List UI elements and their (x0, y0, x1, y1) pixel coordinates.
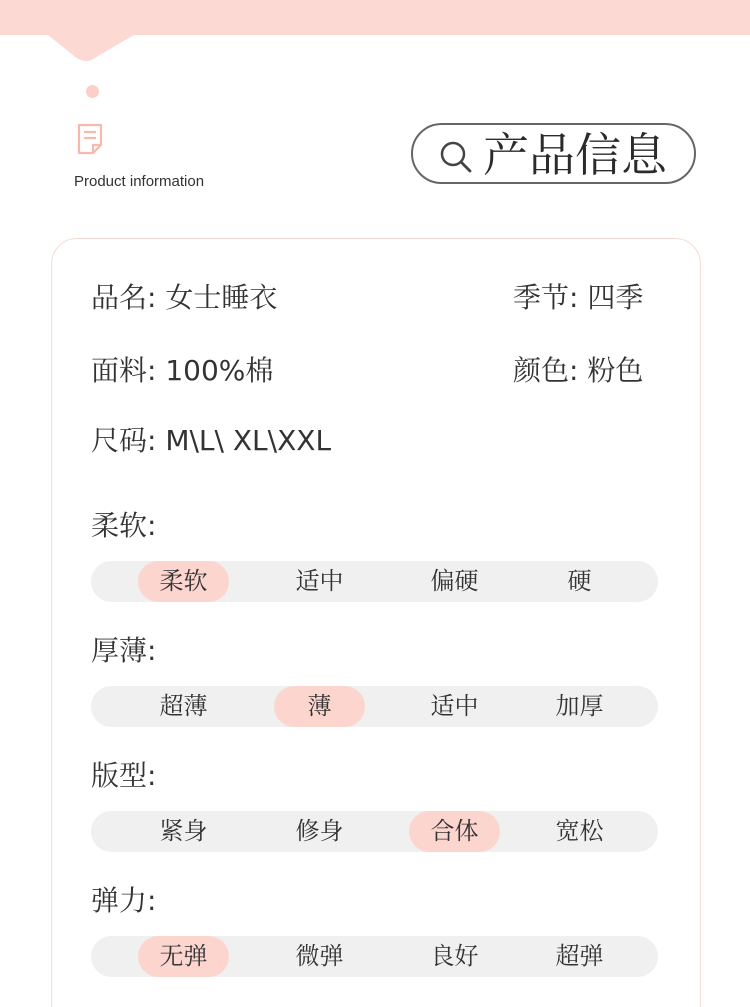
softness-label: 柔软: (91, 509, 157, 542)
fit-label: 版型: (91, 759, 157, 792)
elasticity-label: 弹力: (91, 884, 157, 917)
season-label: 季节: (513, 281, 579, 314)
product-name-label: 品名: (91, 281, 157, 314)
fabric-value: 100%棉 (165, 354, 274, 387)
fabric-row (91, 354, 273, 388)
fabric-label: 面料: (91, 354, 157, 387)
elasticity-option-4[interactable]: 超弹 (555, 942, 604, 970)
decorative-dot (86, 85, 99, 98)
product-information-subtitle: Product information (74, 173, 205, 190)
softness-option-2[interactable]: 适中 (295, 567, 344, 595)
elasticity-option-3[interactable]: 良好 (430, 942, 479, 970)
document-icon (76, 123, 104, 155)
season-row (513, 281, 643, 315)
color-value: 粉色 (587, 354, 644, 387)
size-row (91, 424, 331, 458)
softness-option-4[interactable]: 硬 (567, 567, 592, 595)
softness-option-3[interactable]: 偏硬 (430, 567, 479, 595)
fit-option-2[interactable]: 修身 (295, 817, 344, 845)
size-label: 尺码: (91, 424, 157, 457)
thickness-option-2[interactable]: 薄 (274, 686, 365, 727)
page-title: 产品信息 (483, 128, 667, 182)
product-name-row (91, 281, 277, 315)
elasticity-option-1[interactable]: 无弹 (138, 936, 229, 977)
fit-option-4[interactable]: 宽松 (555, 817, 604, 845)
fit-option-3[interactable]: 合体 (409, 811, 500, 852)
elasticity-option-2[interactable]: 微弹 (295, 942, 344, 970)
banner-notch-decoration (0, 0, 140, 68)
color-label: 颜色: (513, 354, 579, 387)
fit-option-1[interactable]: 紧身 (159, 817, 208, 845)
fit-scale (91, 811, 658, 852)
color-row (513, 354, 643, 388)
thickness-label: 厚薄: (91, 634, 157, 667)
thickness-option-4[interactable]: 加厚 (555, 692, 604, 720)
thickness-option-3[interactable]: 适中 (430, 692, 479, 720)
product-info-title-button[interactable] (411, 123, 696, 184)
search-icon (439, 140, 473, 174)
thickness-scale (91, 686, 658, 727)
softness-option-1[interactable]: 柔软 (138, 561, 229, 602)
softness-scale (91, 561, 658, 602)
size-value: M\L\ XL\XXL (165, 424, 332, 457)
thickness-option-1[interactable]: 超薄 (159, 692, 208, 720)
season-value: 四季 (587, 281, 644, 314)
product-name-value: 女士睡衣 (165, 281, 278, 314)
elasticity-scale (91, 936, 658, 977)
